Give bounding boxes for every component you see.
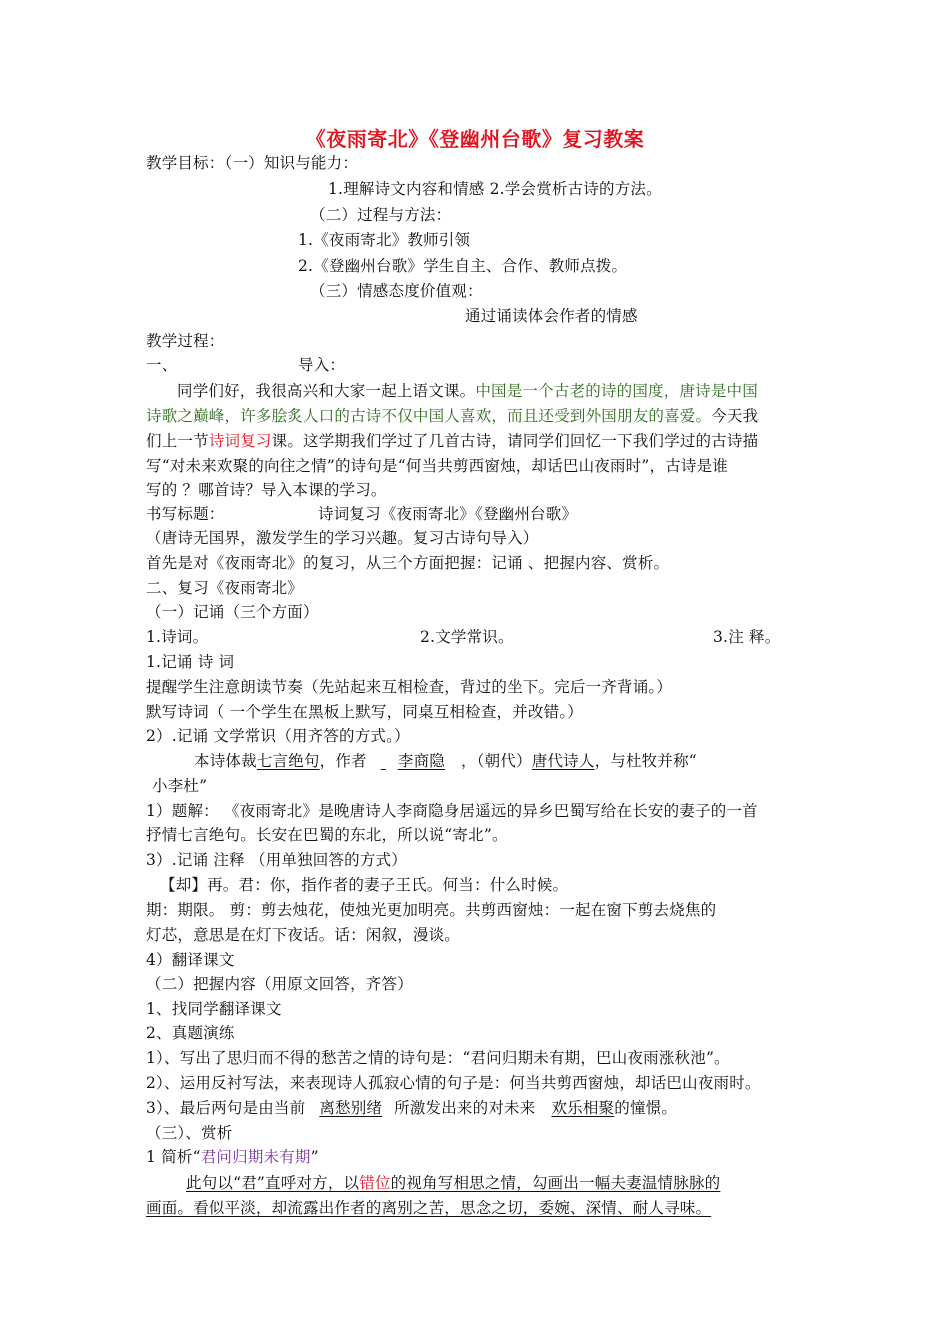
- question-3: [146, 1098, 677, 1118]
- appreciate-text: 此句以“君”直呼对方，以: [186, 1174, 360, 1192]
- intro-number: 一、: [146, 356, 178, 374]
- appreciate-heading: （三）、赏析: [146, 1124, 233, 1142]
- note-1: （唐诗无国界，激发学生的学习兴趣。复习古诗句导入）: [146, 529, 539, 547]
- intro-text: 今天我: [711, 407, 759, 425]
- intro-text: 课。这学期我们学过了几首古诗，请同学们回忆一下我们学过的古诗描: [271, 432, 759, 450]
- recite-item-1-note: 提醒学生注意朗读节奏（先站起来互相检查，背过的坐下。完后一齐背诵。）: [146, 678, 673, 696]
- intro-label: 导入：: [298, 356, 346, 374]
- appreciate-text: ”: [310, 1148, 319, 1166]
- process-label: 教学过程：: [146, 332, 225, 350]
- intro-highlight-green: 中国是一个古老的诗的国度，唐诗是中国: [475, 382, 758, 400]
- appreciate-quote: 君问归期未有期: [200, 1148, 311, 1166]
- intro-paragraph-line-4: 写“对未来欢聚的向往之情”的诗句是“何当共剪西窗烛，却话巴山夜雨时”，古诗是谁: [146, 457, 728, 475]
- appreciate-paragraph-line-1: [186, 1173, 720, 1193]
- content-item-1: 1、找同学翻译课文: [146, 1000, 282, 1018]
- question-1: 1）、写出了思归而不得的愁苦之情的诗句是：“君问归期未有期，巴山夜雨涨秋池”。: [146, 1049, 730, 1067]
- recite-col-2: 2.文学常识。: [420, 628, 514, 646]
- content-heading: （二）把握内容（用原文回答，齐答）: [146, 975, 413, 993]
- question-text: 3）、最后两句是由当前: [146, 1099, 306, 1117]
- content-item-2: 2、真题演练: [146, 1024, 235, 1042]
- intro-paragraph-line-3: [146, 431, 758, 451]
- appreciate-text: 的视角写相思之情，勾画出一幅夫妻温情脉脉的: [390, 1174, 721, 1192]
- literature-text: ，与杜牧并称“: [594, 752, 697, 770]
- objective-1-content: 1.理解诗文内容和情感 2.学会赏析古诗的方法。: [328, 180, 662, 198]
- recite-col-3: 3.注 释。: [713, 628, 781, 646]
- question-answer: 离愁别绪: [319, 1099, 383, 1117]
- literature-line-2: 小李杜”: [152, 777, 208, 795]
- question-2: 2）、运用反衬写法，来表现诗人孤寂心情的句子是：何当共剪西窗烛，却话巴山夜雨时。: [146, 1074, 761, 1092]
- literature-text: 本诗体裁: [194, 752, 257, 770]
- appreciate-sub-1: [146, 1147, 319, 1167]
- intro-text: 同学们好，我很高兴和大家一起上语文课。: [177, 382, 476, 400]
- intro-paragraph-line-1: [177, 381, 758, 401]
- notes-line-1: 【却】再。君：你，指作者的妻子王氏。何当：什么时候。: [160, 876, 569, 894]
- intro-paragraph-line-5: 写的 ？哪首诗？导入本课的学习。: [146, 481, 387, 499]
- literature-line: [194, 751, 697, 771]
- title-explain-line-1: 1）题解： 《夜雨寄北》是晚唐诗人李商隐身居遥远的异乡巴蜀写给在长安的妻子的一首: [146, 802, 758, 820]
- first-review-line: 首先是对《夜雨寄北》的复习，从三个方面把握：记诵 、把握内容、赏析。: [146, 554, 670, 572]
- objective-section-2: （二）过程与方法：: [310, 206, 452, 224]
- appreciate-text: 1 简析“: [146, 1148, 201, 1166]
- intro-highlight-red: 诗词复习: [208, 432, 272, 450]
- question-text: 所激发出来的对未来: [394, 1099, 536, 1117]
- appreciate-paragraph-line-2: 画面。看似平淡，却流露出作者的离别之苦，思念之切，委婉、深情、耐人寻味。: [146, 1199, 712, 1217]
- objectives-line: [146, 153, 358, 173]
- board-content: 诗词复习《夜雨寄北》《登幽州台歌》: [318, 505, 578, 523]
- board-label: 书写标题：: [146, 505, 225, 523]
- document-title: 《夜雨寄北》《登幽州台歌》复习教案: [305, 127, 645, 151]
- objective-2-item-2: 2.《登幽州台歌》学生自主、合作、教师点拨。: [298, 257, 628, 275]
- literature-text: ，作者: [319, 752, 367, 770]
- literature-answer: 唐代诗人: [531, 752, 595, 770]
- recite-item-1-dictation: 默写诗词（ 一个学生在黑板上默写，同桌互相检查，并改错。）: [146, 703, 583, 721]
- literature-answer: 李商隐: [397, 752, 445, 770]
- literature-answer: 七言绝句: [256, 752, 320, 770]
- recite-item-1: 1.记诵 诗 词: [146, 653, 235, 671]
- recite-col-1: 1.诗词。: [146, 628, 209, 646]
- recite-item-2: 2）.记诵 文学常识（用齐答的方式。）: [146, 727, 410, 745]
- notes-line-2: 期：期限。 剪：剪去烛花，使烛光更加明亮。共剪西窗烛：一起在窗下剪去烧焦的: [146, 901, 717, 919]
- objective-section-3: （三）情感态度价值观：: [310, 282, 483, 300]
- recite-item-3: 3）.记诵 注释 （用单独回答的方式）: [146, 851, 407, 869]
- literature-blank: [367, 752, 398, 770]
- translate-item: 4）翻译课文: [146, 951, 235, 969]
- question-text: 的憧憬。: [614, 1099, 678, 1117]
- intro-highlight-green: 诗歌之巅峰，许多脍炙人口的古诗不仅中国人喜欢，而且还受到外国朋友的喜爱。: [146, 407, 712, 425]
- recite-heading: （一）记诵（三个方面）: [146, 603, 319, 621]
- objective-2-item-1: 1.《夜雨寄北》教师引领: [298, 231, 471, 249]
- notes-line-3: 灯芯，意思是在灯下夜话。话：闲叙，漫谈。: [146, 926, 461, 944]
- literature-text: ，（朝代）: [460, 752, 532, 770]
- objective-section-1: （一）知识与能力：: [224, 154, 359, 172]
- appreciate-highlight-red: 错位: [359, 1174, 391, 1192]
- intro-paragraph-line-2: [146, 406, 758, 426]
- intro-text: 们上一节: [146, 432, 209, 450]
- question-answer: 欢乐相聚: [551, 1099, 615, 1117]
- title-explain-line-2: 抒情七言绝句。长安在巴蜀的东北，所以说“寄北”。: [146, 826, 508, 844]
- objectives-label: 教学目标：: [146, 154, 225, 172]
- objective-3-content: 通过诵读体会作者的情感: [465, 307, 638, 325]
- section-2-heading: 二、复习《夜雨寄北》: [146, 579, 304, 597]
